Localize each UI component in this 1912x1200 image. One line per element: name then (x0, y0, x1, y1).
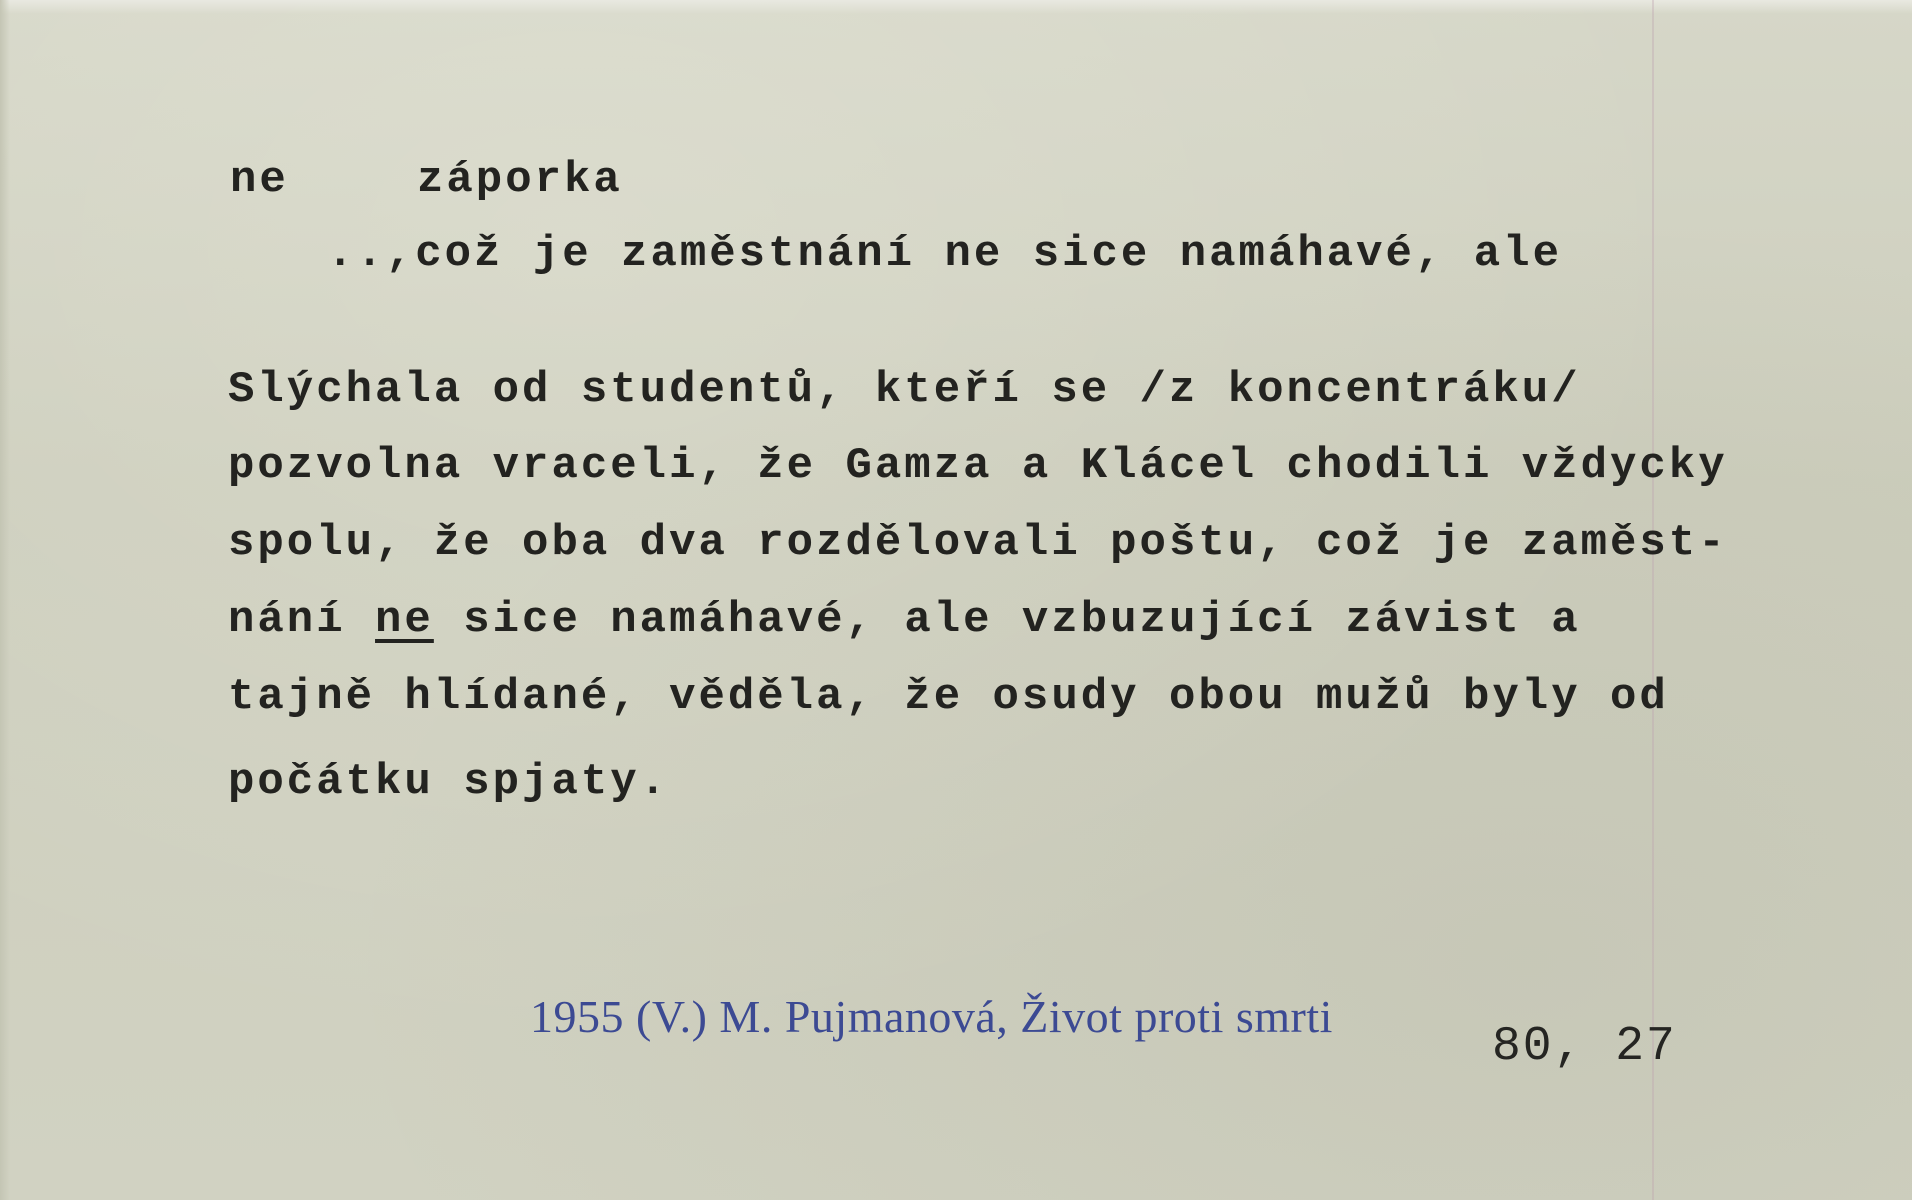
quote-line-4-end: sice namáhavé, ale vzbuzující závist a (433, 595, 1581, 645)
usage-example: ..,což je zaměstnání ne sice namáhavé, ale (327, 229, 1562, 279)
quote-line-4-start: nání (228, 595, 376, 645)
underlined-headword: ne (375, 595, 434, 645)
headword: ne (230, 155, 289, 205)
card-left-edge (0, 0, 10, 1200)
gloss: záporka (417, 155, 623, 205)
card-top-edge (0, 0, 1912, 14)
quote-line-6: počátku spjaty. (228, 757, 670, 807)
quote-line-5: tajně hlídané, věděla, že osudy obou mužů byly od (228, 672, 1669, 722)
quote-line-2: pozvolna vraceli, že Gamza a Klácel chodili vždycky (228, 441, 1728, 491)
quote-line-1: Slýchala od studentů, kteří se /z koncentráku/ (228, 365, 1581, 415)
quote-line-3: spolu, že oba dva rozdělovali poštu, což je zaměst- (228, 518, 1728, 568)
source-stamp: 1955 (V.) M. Pujmanová, Život proti smrti (530, 991, 1333, 1042)
page-reference: 80, 27 (1492, 1020, 1677, 1074)
quote-line-4 (228, 595, 1581, 645)
